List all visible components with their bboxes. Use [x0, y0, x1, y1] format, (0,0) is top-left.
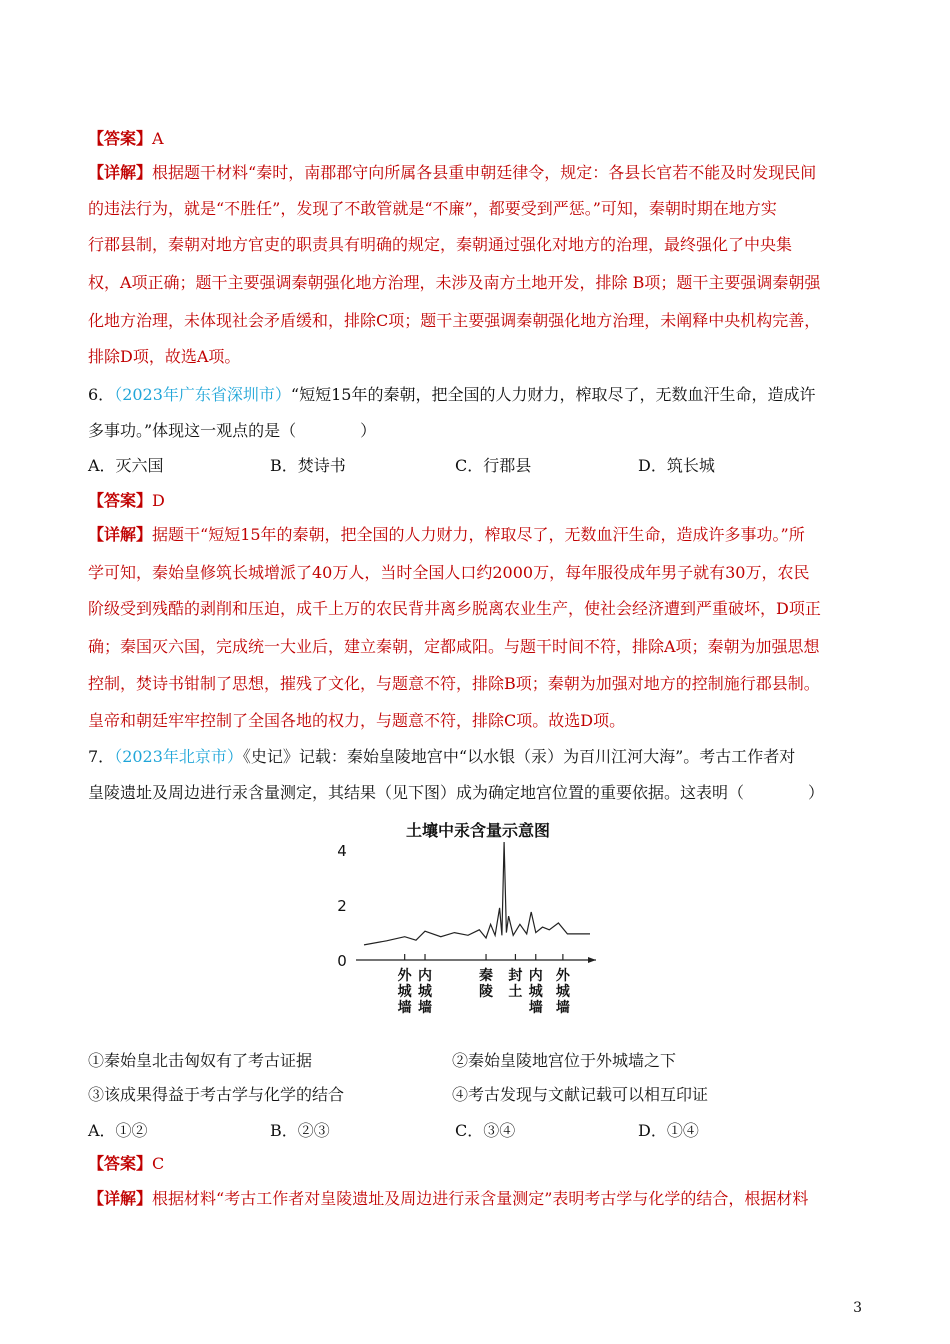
x-category-label-char: 秦	[479, 968, 494, 984]
x-axis-arrow	[588, 957, 596, 963]
q6-detail-line: 确；秦国灭六国，完成统一大业后，建立秦朝，定都咸阳。与题干时间不符，排除A项；秦朝为加强思想	[88, 637, 820, 656]
chart-title: 土壤中汞含量示意图	[405, 821, 551, 840]
q7-statement-1: ①秦始皇北击匈奴有了考古证据	[88, 1051, 313, 1070]
q7-option-a: A．①②	[88, 1121, 148, 1140]
y-tick-label: 4	[337, 842, 347, 861]
q7-stem-line1: 7．（2023年北京市）《史记》记载：秦始皇陵地宫中“以水银（汞）为百川江河大海”。考古工作者对	[88, 747, 796, 766]
q7-option-c: C．③④	[455, 1121, 516, 1140]
page-number: 3	[853, 1300, 862, 1316]
q7-source: （2023年北京市）	[114, 747, 243, 766]
detail-tag: 【详解】	[88, 163, 153, 182]
y-tick-label: 0	[337, 952, 347, 970]
q7-answer	[88, 1153, 164, 1175]
q5-detail-line: 的违法行为，就是“不胜任”，发现了不敢管就是“不廉”，都要受到严惩。”可知，秦朝时期在地方实	[88, 199, 777, 218]
q6-source: （2023年广东省深圳市）	[114, 385, 291, 404]
q6-detail-line: 阶级受到残酷的剥削和压迫，成千上万的农民背井离乡脱离农业生产，使社会经济遭到严重破坏，D项正	[88, 599, 821, 618]
x-category-label-char: 城	[397, 984, 412, 1000]
q6-detail-line: 皇帝和朝廷牢牢控制了全国各地的权力，与题意不符，排除C项。故选D项。	[88, 711, 626, 730]
x-category-label-char: 墙	[528, 1000, 543, 1016]
answer-value: D	[152, 491, 165, 510]
q6-detail-line: 学可知，秦始皇修筑长城增派了40万人，当时全国人口约2000万，每年服役成年男子就有30万，农民	[88, 563, 810, 582]
q5-detail-line: 权，A项正确；题干主要强调秦朝强化地方治理，未涉及南方土地开发，排除 B项；题干主要强调秦朝强	[88, 273, 821, 292]
q6-answer	[88, 490, 165, 512]
q6-option-c: C．行郡县	[455, 456, 532, 475]
detail-tag: 【详解】	[88, 525, 153, 544]
mercury-content-chart	[330, 812, 612, 1022]
q6-option-d: D．筑长城	[638, 456, 715, 475]
answer-value: A	[152, 129, 164, 148]
x-category-label-char: 陵	[479, 984, 494, 1000]
x-category-label-char: 城	[528, 984, 543, 1000]
q6-stem-line2: 多事功。”体现这一观点的是（ ）	[88, 421, 377, 440]
y-tick-label: 2	[337, 897, 347, 916]
detail-tag: 【详解】	[88, 1189, 153, 1208]
x-category-label-char: 土	[508, 984, 523, 1000]
q6-option-b: B．焚诗书	[270, 456, 346, 475]
x-category-label-char: 城	[555, 984, 570, 1000]
q6-stem-line1: 6．（2023年广东省深圳市）“短短15年的秦朝，把全国的人力财力，榨取尽了，无数血汗生命，造成许	[88, 385, 816, 404]
q7-option-d: D．①④	[638, 1121, 699, 1140]
q5-detail-line: 行郡县制，秦朝对地方官吏的职责具有明确的规定，秦朝通过强化对地方的治理，最终强化了中央集	[88, 235, 793, 254]
mercury-series-line	[364, 842, 590, 945]
x-category-label-char: 外	[555, 968, 570, 984]
answer-tag: 【答案】	[88, 1154, 153, 1173]
q6-detail-line: 【详解】据题干“短短15年的秦朝，把全国的人力财力，榨取尽了，无数血汗生命，造成许多事功。”所	[88, 525, 805, 544]
answer-tag: 【答案】	[88, 129, 153, 148]
x-category-label-char: 墙	[397, 1000, 412, 1016]
q7-statement-3: ③该成果得益于考古学与化学的结合	[88, 1085, 345, 1104]
x-category-label-char: 内	[418, 968, 433, 984]
x-category-label-char: 内	[528, 968, 543, 984]
q6-option-a: A．灭六国	[88, 456, 164, 475]
answer-value: C	[152, 1154, 165, 1173]
q7-statement-2: ②秦始皇陵地宫位于外城墙之下	[452, 1051, 677, 1070]
q7-stem-line2: 皇陵遗址及周边进行汞含量测定，其结果（见下图）成为确定地宫位置的重要依据。这表明（ ）	[88, 783, 825, 802]
x-category-label-char: 墙	[418, 1000, 433, 1016]
q7-option-b: B．②③	[270, 1121, 330, 1140]
q5-detail-line: 化地方治理，未体现社会矛盾缓和，排除C项；题干主要强调秦朝强化地方治理，未阐释中央机构完善，	[88, 311, 821, 330]
q5-detail-line: 【详解】根据题干材料“秦时，南郡郡守向所属各县重申朝廷律令，规定：各县长官若不能及时发现民间	[88, 163, 817, 182]
q5-detail-line: 排除D项，故选A项。	[88, 347, 241, 366]
q7-statement-4: ④考古发现与文献记载可以相互印证	[452, 1085, 709, 1104]
q7-detail-line: 【详解】根据材料“考古工作者对皇陵遗址及周边进行汞含量测定”表明考古学与化学的结合，根据材料	[88, 1189, 809, 1208]
x-category-label-char: 封	[508, 968, 523, 984]
q6-detail-line: 控制，焚诗书钳制了思想，摧残了文化，与题意不符，排除B项；秦朝为加强对地方的控制施行郡县制。	[88, 674, 820, 693]
answer-tag: 【答案】	[88, 491, 153, 510]
x-category-label-char: 城	[418, 984, 433, 1000]
x-category-label-char: 墙	[555, 1000, 570, 1016]
x-category-label-char: 外	[397, 968, 412, 984]
q5-answer	[88, 128, 164, 150]
